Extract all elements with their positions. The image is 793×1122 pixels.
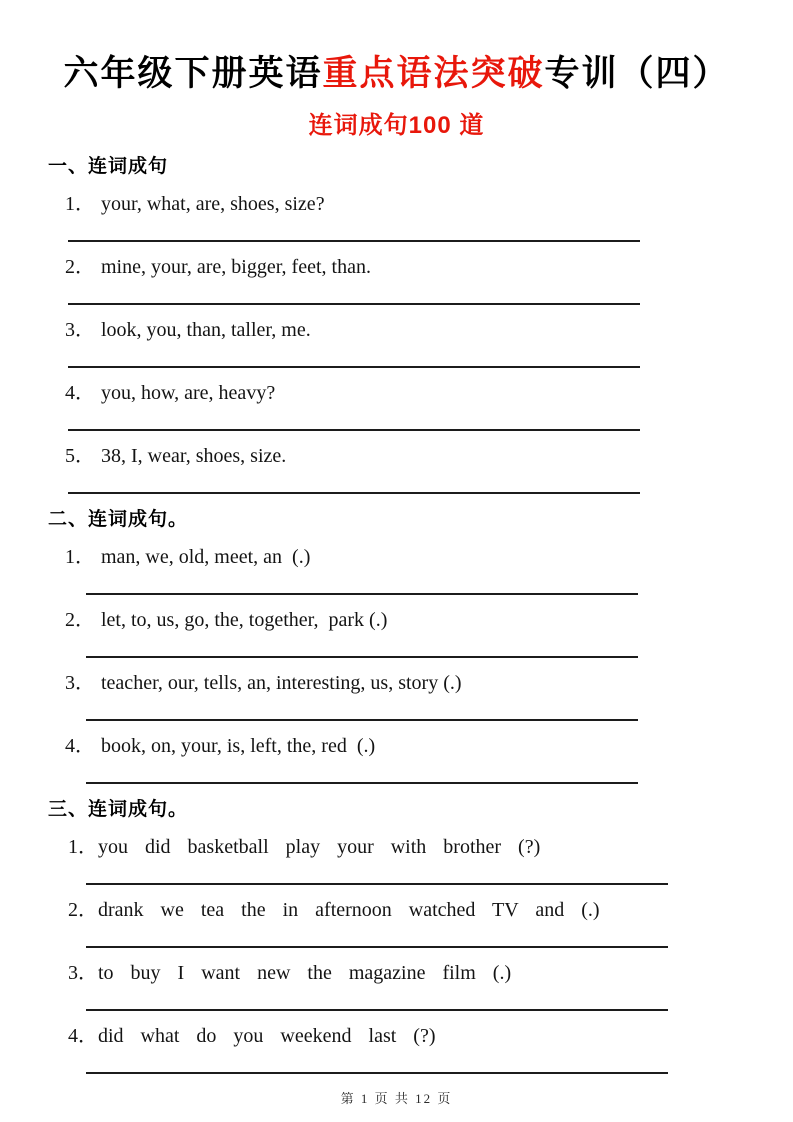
answer-blank-line <box>86 1009 668 1011</box>
answer-blank-line <box>68 240 640 242</box>
question-item <box>65 381 745 405</box>
question-text: teacher, our, tells, an, interesting, us, story (.) <box>101 672 462 694</box>
question-number: 4． <box>68 1025 98 1047</box>
question-text: you, how, are, heavy? <box>101 382 276 404</box>
question-text: look, you, than, taller, me. <box>101 319 311 341</box>
page-subtitle: 连词成句100 道 <box>308 112 485 139</box>
page-title <box>48 52 745 96</box>
section-heading: 二、连词成句。 <box>48 509 189 530</box>
answer-blank-line <box>86 1072 668 1074</box>
section-3 <box>48 798 745 1074</box>
question-text: man, we, old, meet, an (.) <box>101 546 311 568</box>
question-item <box>65 255 745 279</box>
answer-blank-line <box>86 656 638 658</box>
question-number: 1． <box>65 546 95 568</box>
question-item <box>65 444 745 468</box>
question-text: drank we tea the in afternoon watched TV and (.) <box>98 899 600 921</box>
question-number: 1． <box>68 836 98 858</box>
question-item <box>65 192 745 216</box>
question-item <box>68 835 745 859</box>
title-text-post: 专训（四） <box>544 54 730 93</box>
page-footer: 第 1 页 共 12 页 <box>340 1091 453 1106</box>
question-text: you did basketball play your with brother (?) <box>98 836 541 858</box>
answer-blank-line <box>68 429 640 431</box>
question-text: to buy I want new the magazine film (.) <box>98 962 512 984</box>
title-highlight: 重点语法突破 <box>322 54 545 93</box>
question-number: 2． <box>65 256 95 278</box>
question-text: let, to, us, go, the, together, park (.) <box>101 609 388 631</box>
answer-blank-line <box>86 593 638 595</box>
question-number: 2． <box>68 899 98 921</box>
question-item <box>68 961 745 985</box>
question-item <box>65 318 745 342</box>
question-text: 38, I, wear, shoes, size. <box>101 445 287 467</box>
question-item <box>65 608 745 632</box>
question-number: 5． <box>65 445 95 467</box>
question-item <box>65 734 745 758</box>
answer-blank-line <box>86 782 638 784</box>
answer-blank-line <box>68 366 640 368</box>
answer-blank-line <box>68 303 640 305</box>
title-text-pre: 六年级下册英语 <box>63 54 323 93</box>
question-number: 4． <box>65 382 95 404</box>
section-1 <box>48 155 745 494</box>
section-heading: 三、连词成句。 <box>48 799 189 820</box>
question-text: your, what, are, shoes, size? <box>101 193 325 215</box>
question-text: did what do you weekend last (?) <box>98 1025 436 1047</box>
answer-blank-line <box>86 719 638 721</box>
question-number: 3． <box>65 672 95 694</box>
question-number: 1． <box>65 193 95 215</box>
answer-blank-line <box>86 946 668 948</box>
question-number: 2． <box>65 609 95 631</box>
answer-blank-line <box>86 883 668 885</box>
question-item <box>68 1024 745 1048</box>
answer-blank-line <box>68 492 640 494</box>
question-text: book, on, your, is, left, the, red (.) <box>101 735 376 757</box>
question-number: 3． <box>65 319 95 341</box>
question-item <box>65 671 745 695</box>
question-item <box>68 898 745 922</box>
question-number: 3． <box>68 962 98 984</box>
question-text: mine, your, are, bigger, feet, than. <box>101 256 371 278</box>
question-item <box>65 545 745 569</box>
section-heading: 一、连词成句 <box>48 156 169 177</box>
question-number: 4． <box>65 735 95 757</box>
section-2 <box>48 508 745 784</box>
